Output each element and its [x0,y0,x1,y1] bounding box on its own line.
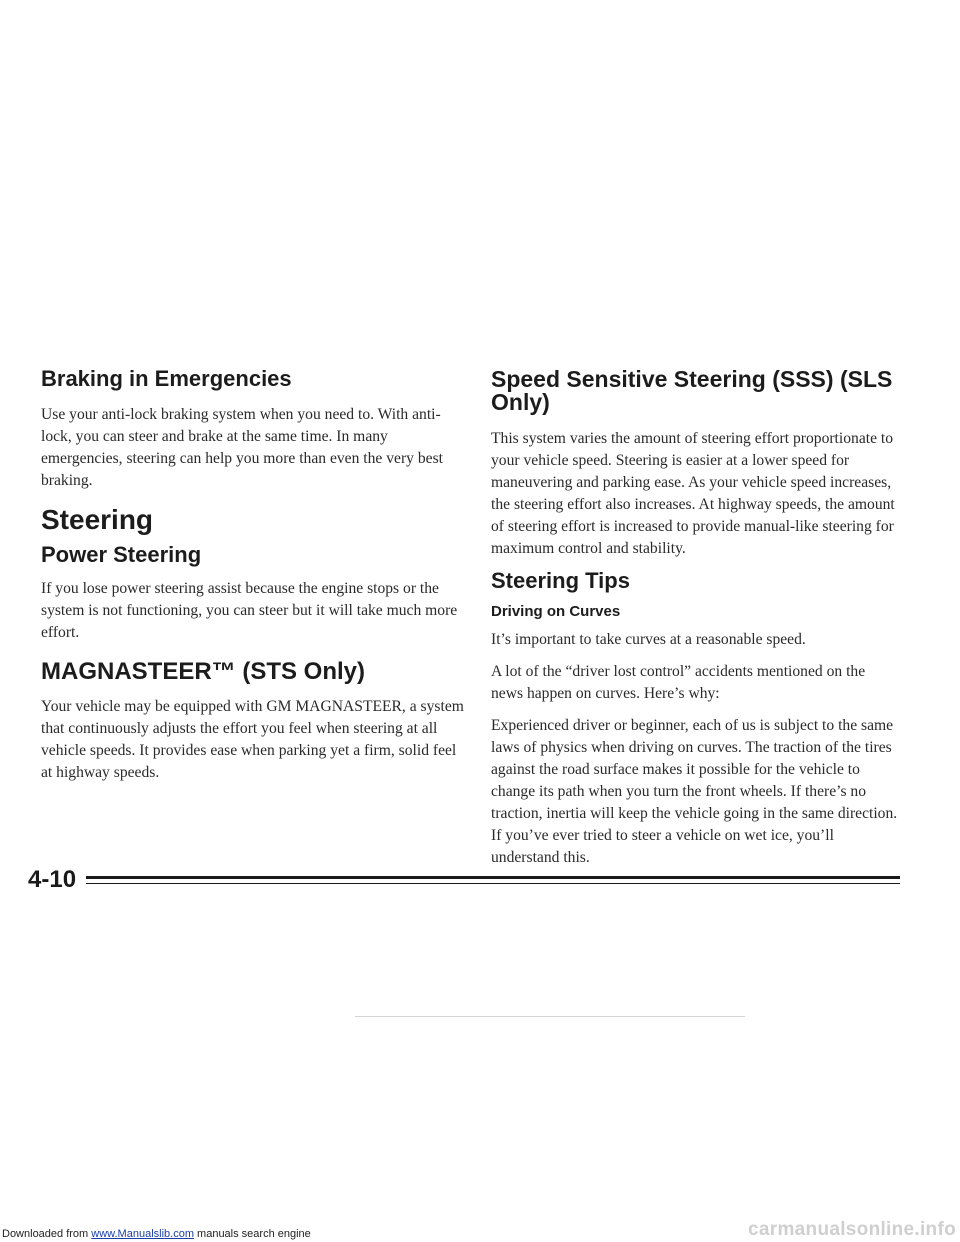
sss-heading: Speed Sensitive Steering (SSS) (SLS Only) [491,366,893,415]
magnasteer-paragraph: Your vehicle may be equipped with GM MAGNASTEER, a system that continuously adjusts the effort you feel when steering at all vehicle speeds. It provides ease when parking yet a firm, solid feel at highway speeds. [41,698,464,781]
steering-tips-heading: Steering Tips [491,568,630,593]
sss-paragraph: This system varies the amount of steering effort proportionate to your vehicle speed. Steering is easier at a lower speed for maneuvering and parking ease. As your vehicle speed increases, the steering effort also increases. At highway speeds, the amount of steering effort is increased to provide manual-like steering for maximum control and stability. [491,430,895,557]
braking-paragraph: Use your anti-lock braking system when you need to. With anti-lock, you can steer and brake at the same time. In many emergencies, steering can help you more than even the very best braking. [41,406,443,489]
manualslib-link[interactable]: www.Manualslib.com [91,1228,194,1240]
left-column [41,360,466,794]
footer-rule-thick [86,876,900,879]
curves-paragraph-3: Experienced driver or beginner, each of us is subject to the same laws of physics when driving on curves. The traction of the tires against the road surface makes it possible for the vehicle to change its path when you turn the front wheels. If there’s no traction, inertia will keep the vehicle going in the same direction. If you’ve ever tried to steer a vehicle on wet ice, you’ll understand this. [491,717,898,866]
download-notice-prefix: Downloaded from [2,1228,92,1240]
scan-artifact-line [355,1016,745,1017]
curves-paragraph-1: It’s important to take curves at a reasonable speed. [491,631,806,648]
page-number: 4-10 [28,866,77,893]
curves-paragraph-2: A lot of the “driver lost control” accidents mentioned on the news happen on curves. Here’s why: [491,663,866,702]
download-notice-suffix: manuals search engine [193,1228,311,1240]
footer-rule-thin [86,883,900,884]
page-footer [28,858,900,898]
site-watermark: carmanualsonline.info [748,1219,956,1240]
driving-on-curves-heading: Driving on Curves [491,603,621,620]
download-notice [2,1226,311,1242]
magnasteer-heading: MAGNASTEER™ (STS Only) [41,658,366,685]
braking-heading: Braking in Emergencies [41,366,292,391]
power-steering-heading: Power Steering [41,542,202,567]
power-steering-paragraph: If you lose power steering assist because the engine stops or the system is not functioning, you can steer but it will take much more effort. [41,580,458,641]
steering-heading: Steering [41,504,154,535]
download-watermark [0,1219,960,1242]
right-column [491,360,901,879]
